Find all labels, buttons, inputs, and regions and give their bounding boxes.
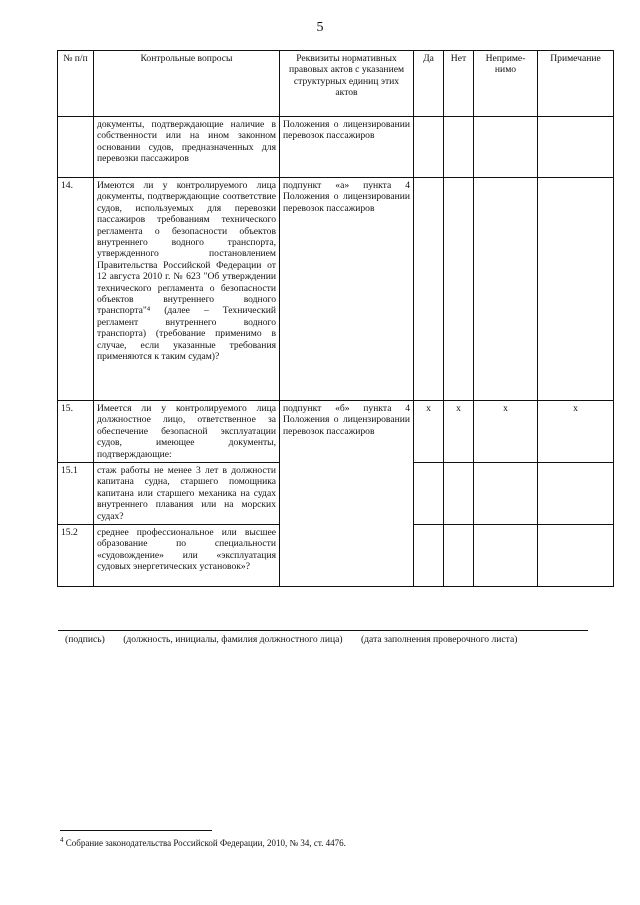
note-cell[interactable] bbox=[538, 463, 614, 525]
table-row bbox=[58, 401, 614, 463]
row-number bbox=[58, 117, 94, 178]
table-header-row bbox=[58, 51, 614, 117]
no-cell[interactable] bbox=[444, 117, 474, 178]
no-cell[interactable] bbox=[444, 178, 474, 401]
signature-label: (подпись) bbox=[65, 634, 105, 645]
requisites-cell: подпункт «а» пункта 4 Положения о лицензировании перевозок пассажиров bbox=[280, 178, 414, 401]
signature-line bbox=[58, 630, 588, 631]
question-cell: документы, подтверждающие наличие в собственности или на ином законном основании судов, предназначенных для перевозки пассажиров bbox=[94, 117, 280, 178]
signature-captions bbox=[65, 634, 533, 645]
yes-cell[interactable] bbox=[414, 117, 444, 178]
yes-cell[interactable] bbox=[414, 463, 444, 525]
row-number: 15.2 bbox=[58, 525, 94, 587]
question-cell: стаж работы не менее 3 лет в должности капитана судна, старшего помощника капитана или старшего механика на судах внутреннего плавания или на морских судах? bbox=[94, 463, 280, 525]
date-label: (дата заполнения проверочного листа) bbox=[360, 634, 518, 645]
footnote bbox=[60, 836, 346, 848]
header-no: Нет bbox=[444, 51, 474, 117]
no-cell[interactable] bbox=[444, 525, 474, 587]
footnote-text: Собрание законодательства Российской Федерации, 2010, № 34, ст. 4476. bbox=[65, 838, 346, 848]
header-note: Примечание bbox=[538, 51, 614, 117]
yes-cell[interactable]: x bbox=[414, 401, 444, 463]
header-requisites: Реквизиты нормативных правовых актов с указанием структурных единиц этих актов bbox=[280, 51, 414, 117]
position-label: (должность, инициалы, фамилия должностного лица) bbox=[123, 634, 343, 645]
footnote-marker: 4 bbox=[60, 836, 64, 844]
not-applicable-cell[interactable] bbox=[474, 463, 538, 525]
header-yes: Да bbox=[414, 51, 444, 117]
question-cell: среднее профессиональное или высшее образование по специальности «судовождение» или «эксплуатация судовых энергетических установок»? bbox=[94, 525, 280, 587]
question-cell: Имеются ли у контролируемого лица документы, подтверждающие соответствие судов, используемых для перевозки пассажиров требованиям технического регламента о безопасности объектов внутреннего водного транспорта, утвержденного постановлением Правительства Российской Федерации от 12 августа 2010 г. № 623 "Об утверждении технического регламента о безопасности объектов внутреннего водного транспорта"⁴ (далее – Технический регламент внутреннего водного транспорта) (требование применимо в случае, если указанные требования применяются к таким судам)? bbox=[94, 178, 280, 401]
row-number: 15. bbox=[58, 401, 94, 463]
note-cell[interactable] bbox=[538, 178, 614, 401]
no-cell[interactable] bbox=[444, 463, 474, 525]
table-row bbox=[58, 178, 614, 401]
not-applicable-cell[interactable] bbox=[474, 525, 538, 587]
not-applicable-cell[interactable] bbox=[474, 178, 538, 401]
yes-cell[interactable] bbox=[414, 525, 444, 587]
not-applicable-cell[interactable]: x bbox=[474, 401, 538, 463]
note-cell[interactable] bbox=[538, 117, 614, 178]
not-applicable-cell[interactable] bbox=[474, 117, 538, 178]
yes-cell[interactable] bbox=[414, 178, 444, 401]
row-number: 14. bbox=[58, 178, 94, 401]
header-not-applicable: Неприме-нимо bbox=[474, 51, 538, 117]
page-number: 5 bbox=[316, 20, 324, 35]
row-number: 15.1 bbox=[58, 463, 94, 525]
table-row bbox=[58, 117, 614, 178]
note-cell[interactable]: x bbox=[538, 401, 614, 463]
question-cell: Имеется ли у контролируемого лица должностное лицо, ответственное за обеспечение безопасной эксплуатации судов, имеющее документы, подтверждающие: bbox=[94, 401, 280, 463]
footnote-separator bbox=[60, 830, 212, 831]
header-number: № п/п bbox=[58, 51, 94, 117]
requisites-cell: Положения о лицензировании перевозок пассажиров bbox=[280, 117, 414, 178]
requisites-cell: подпункт «б» пункта 4 Положения о лицензировании перевозок пассажиров bbox=[280, 401, 414, 587]
note-cell[interactable] bbox=[538, 525, 614, 587]
no-cell[interactable]: x bbox=[444, 401, 474, 463]
header-questions: Контрольные вопросы bbox=[94, 51, 280, 117]
checklist-table bbox=[57, 50, 614, 587]
